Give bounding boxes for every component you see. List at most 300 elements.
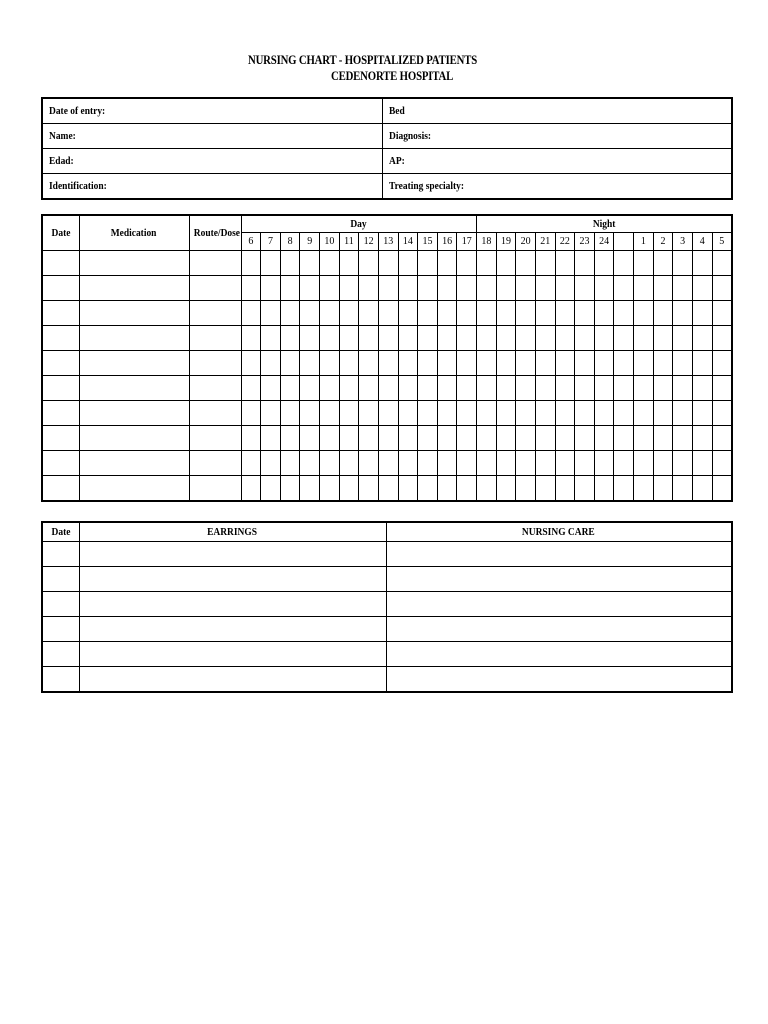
med-hour-cell[interactable] — [575, 250, 595, 275]
med-hour-cell[interactable] — [535, 350, 555, 375]
med-hour-cell[interactable] — [261, 375, 281, 400]
med-hour-cell[interactable] — [280, 300, 300, 325]
med-hour-cell[interactable] — [241, 375, 261, 400]
med-hour-cell[interactable] — [692, 400, 712, 425]
med-hour-cell[interactable] — [378, 250, 398, 275]
med-hour-cell[interactable] — [634, 250, 654, 275]
med-hour-cell[interactable] — [378, 400, 398, 425]
care-nursing-cell[interactable] — [386, 617, 732, 642]
med-hour-cell[interactable] — [673, 400, 693, 425]
care-nursing-cell[interactable] — [386, 592, 732, 617]
med-hour-cell[interactable] — [437, 475, 457, 501]
med-hour-cell[interactable] — [320, 375, 340, 400]
med-hour-cell[interactable] — [535, 450, 555, 475]
med-hour-cell[interactable] — [300, 350, 320, 375]
med-hour-cell[interactable] — [320, 350, 340, 375]
med-hour-cell[interactable] — [418, 400, 438, 425]
med-hour-cell[interactable] — [692, 450, 712, 475]
med-hour-cell[interactable] — [280, 425, 300, 450]
med-hour-cell[interactable] — [516, 450, 536, 475]
med-hour-cell[interactable] — [653, 325, 673, 350]
med-hour-cell[interactable] — [535, 250, 555, 275]
med-hour-cell[interactable] — [457, 425, 477, 450]
med-hour-cell[interactable] — [575, 350, 595, 375]
med-route-dose-cell[interactable] — [189, 375, 241, 400]
med-hour-cell[interactable] — [320, 450, 340, 475]
med-date-cell[interactable] — [42, 475, 79, 501]
med-hour-cell[interactable] — [614, 300, 634, 325]
med-hour-cell[interactable] — [535, 300, 555, 325]
med-hour-cell[interactable] — [339, 275, 359, 300]
med-hour-cell[interactable] — [437, 450, 457, 475]
med-hour-cell[interactable] — [496, 325, 516, 350]
med-hour-cell[interactable] — [241, 250, 261, 275]
edad-field[interactable] — [42, 149, 382, 174]
med-hour-cell[interactable] — [241, 475, 261, 501]
med-hour-cell[interactable] — [555, 300, 575, 325]
med-hour-cell[interactable] — [712, 375, 732, 400]
med-hour-cell[interactable] — [614, 375, 634, 400]
med-hour-cell[interactable] — [594, 400, 614, 425]
med-hour-cell[interactable] — [398, 275, 418, 300]
med-hour-cell[interactable] — [712, 400, 732, 425]
med-medication-cell[interactable] — [79, 300, 189, 325]
med-hour-cell[interactable] — [496, 400, 516, 425]
med-hour-cell[interactable] — [477, 375, 497, 400]
med-hour-cell[interactable] — [594, 325, 614, 350]
med-hour-cell[interactable] — [477, 250, 497, 275]
med-hour-cell[interactable] — [339, 475, 359, 501]
med-hour-cell[interactable] — [477, 300, 497, 325]
med-hour-cell[interactable] — [437, 300, 457, 325]
med-hour-cell[interactable] — [359, 325, 379, 350]
diagnosis-field[interactable] — [382, 124, 732, 149]
med-hour-cell[interactable] — [555, 475, 575, 501]
med-hour-cell[interactable] — [280, 250, 300, 275]
med-hour-cell[interactable] — [673, 325, 693, 350]
med-hour-cell[interactable] — [339, 425, 359, 450]
med-hour-cell[interactable] — [594, 375, 614, 400]
med-hour-cell[interactable] — [418, 475, 438, 501]
care-earrings-cell[interactable] — [79, 642, 386, 667]
med-hour-cell[interactable] — [555, 375, 575, 400]
med-hour-cell[interactable] — [634, 350, 654, 375]
med-hour-cell[interactable] — [378, 300, 398, 325]
med-hour-cell[interactable] — [457, 375, 477, 400]
med-medication-cell[interactable] — [79, 250, 189, 275]
med-hour-cell[interactable] — [634, 450, 654, 475]
med-hour-cell[interactable] — [594, 300, 614, 325]
med-hour-cell[interactable] — [437, 425, 457, 450]
med-hour-cell[interactable] — [555, 425, 575, 450]
med-hour-cell[interactable] — [673, 475, 693, 501]
med-hour-cell[interactable] — [437, 350, 457, 375]
med-hour-cell[interactable] — [575, 425, 595, 450]
med-hour-cell[interactable] — [535, 475, 555, 501]
med-hour-cell[interactable] — [575, 475, 595, 501]
med-route-dose-cell[interactable] — [189, 275, 241, 300]
med-hour-cell[interactable] — [339, 350, 359, 375]
med-hour-cell[interactable] — [516, 325, 536, 350]
med-hour-cell[interactable] — [594, 425, 614, 450]
med-hour-cell[interactable] — [280, 275, 300, 300]
med-hour-cell[interactable] — [437, 250, 457, 275]
med-hour-cell[interactable] — [418, 250, 438, 275]
med-hour-cell[interactable] — [496, 350, 516, 375]
med-hour-cell[interactable] — [516, 425, 536, 450]
med-hour-cell[interactable] — [398, 400, 418, 425]
identification-field[interactable] — [42, 174, 382, 200]
med-hour-cell[interactable] — [261, 325, 281, 350]
med-hour-cell[interactable] — [653, 425, 673, 450]
care-nursing-cell[interactable] — [386, 542, 732, 567]
med-hour-cell[interactable] — [359, 400, 379, 425]
med-hour-cell[interactable] — [673, 425, 693, 450]
med-hour-cell[interactable] — [378, 375, 398, 400]
med-hour-cell[interactable] — [320, 300, 340, 325]
med-hour-cell[interactable] — [280, 475, 300, 501]
med-hour-cell[interactable] — [378, 475, 398, 501]
med-hour-cell[interactable] — [673, 250, 693, 275]
med-hour-cell[interactable] — [418, 275, 438, 300]
med-hour-cell[interactable] — [261, 250, 281, 275]
med-hour-cell[interactable] — [241, 450, 261, 475]
med-route-dose-cell[interactable] — [189, 475, 241, 501]
med-hour-cell[interactable] — [477, 425, 497, 450]
med-hour-cell[interactable] — [300, 325, 320, 350]
med-hour-cell[interactable] — [614, 350, 634, 375]
med-medication-cell[interactable] — [79, 400, 189, 425]
care-earrings-cell[interactable] — [79, 592, 386, 617]
med-hour-cell[interactable] — [280, 350, 300, 375]
care-earrings-cell[interactable] — [79, 667, 386, 693]
med-hour-cell[interactable] — [378, 350, 398, 375]
med-hour-cell[interactable] — [594, 250, 614, 275]
med-hour-cell[interactable] — [516, 275, 536, 300]
med-hour-cell[interactable] — [712, 425, 732, 450]
med-hour-cell[interactable] — [594, 275, 614, 300]
med-hour-cell[interactable] — [653, 300, 673, 325]
med-medication-cell[interactable] — [79, 475, 189, 501]
med-hour-cell[interactable] — [653, 375, 673, 400]
med-hour-cell[interactable] — [516, 375, 536, 400]
med-hour-cell[interactable] — [378, 450, 398, 475]
med-hour-cell[interactable] — [614, 450, 634, 475]
med-medication-cell[interactable] — [79, 450, 189, 475]
med-hour-cell[interactable] — [261, 275, 281, 300]
med-hour-cell[interactable] — [418, 300, 438, 325]
med-hour-cell[interactable] — [280, 375, 300, 400]
med-hour-cell[interactable] — [320, 275, 340, 300]
med-hour-cell[interactable] — [594, 450, 614, 475]
med-hour-cell[interactable] — [712, 250, 732, 275]
med-hour-cell[interactable] — [359, 425, 379, 450]
med-hour-cell[interactable] — [673, 300, 693, 325]
med-hour-cell[interactable] — [692, 325, 712, 350]
care-earrings-cell[interactable] — [79, 567, 386, 592]
med-hour-cell[interactable] — [339, 450, 359, 475]
med-hour-cell[interactable] — [261, 450, 281, 475]
med-hour-cell[interactable] — [300, 250, 320, 275]
med-date-cell[interactable] — [42, 250, 79, 275]
med-hour-cell[interactable] — [339, 300, 359, 325]
med-hour-cell[interactable] — [555, 450, 575, 475]
med-hour-cell[interactable] — [673, 375, 693, 400]
med-hour-cell[interactable] — [359, 450, 379, 475]
med-hour-cell[interactable] — [457, 400, 477, 425]
care-earrings-cell[interactable] — [79, 617, 386, 642]
date-of-entry-field[interactable] — [42, 98, 382, 124]
care-date-cell[interactable] — [42, 642, 79, 667]
med-hour-cell[interactable] — [614, 475, 634, 501]
ap-field[interactable] — [382, 149, 732, 174]
med-hour-cell[interactable] — [320, 325, 340, 350]
med-hour-cell[interactable] — [614, 325, 634, 350]
med-hour-cell[interactable] — [692, 375, 712, 400]
med-hour-cell[interactable] — [692, 275, 712, 300]
med-hour-cell[interactable] — [614, 275, 634, 300]
med-hour-cell[interactable] — [653, 350, 673, 375]
med-hour-cell[interactable] — [594, 475, 614, 501]
med-hour-cell[interactable] — [496, 375, 516, 400]
med-date-cell[interactable] — [42, 350, 79, 375]
med-hour-cell[interactable] — [653, 250, 673, 275]
med-hour-cell[interactable] — [575, 300, 595, 325]
med-hour-cell[interactable] — [496, 300, 516, 325]
med-hour-cell[interactable] — [477, 400, 497, 425]
med-hour-cell[interactable] — [653, 275, 673, 300]
med-hour-cell[interactable] — [477, 475, 497, 501]
med-hour-cell[interactable] — [516, 350, 536, 375]
med-hour-cell[interactable] — [320, 400, 340, 425]
care-date-cell[interactable] — [42, 617, 79, 642]
med-hour-cell[interactable] — [359, 300, 379, 325]
med-hour-cell[interactable] — [712, 475, 732, 501]
med-hour-cell[interactable] — [712, 325, 732, 350]
med-hour-cell[interactable] — [300, 275, 320, 300]
med-hour-cell[interactable] — [398, 250, 418, 275]
med-hour-cell[interactable] — [320, 475, 340, 501]
med-hour-cell[interactable] — [339, 325, 359, 350]
med-hour-cell[interactable] — [398, 450, 418, 475]
med-hour-cell[interactable] — [516, 400, 536, 425]
med-date-cell[interactable] — [42, 400, 79, 425]
med-hour-cell[interactable] — [378, 275, 398, 300]
med-date-cell[interactable] — [42, 325, 79, 350]
med-hour-cell[interactable] — [575, 450, 595, 475]
med-hour-cell[interactable] — [320, 250, 340, 275]
care-nursing-cell[interactable] — [386, 642, 732, 667]
med-hour-cell[interactable] — [496, 250, 516, 275]
med-hour-cell[interactable] — [457, 300, 477, 325]
med-hour-cell[interactable] — [378, 325, 398, 350]
med-hour-cell[interactable] — [457, 250, 477, 275]
med-hour-cell[interactable] — [241, 325, 261, 350]
med-medication-cell[interactable] — [79, 350, 189, 375]
med-hour-cell[interactable] — [359, 275, 379, 300]
med-hour-cell[interactable] — [457, 350, 477, 375]
med-hour-cell[interactable] — [418, 425, 438, 450]
care-earrings-cell[interactable] — [79, 542, 386, 567]
treating-specialty-field[interactable] — [382, 174, 732, 200]
med-hour-cell[interactable] — [437, 375, 457, 400]
med-hour-cell[interactable] — [320, 425, 340, 450]
med-hour-cell[interactable] — [673, 450, 693, 475]
med-route-dose-cell[interactable] — [189, 300, 241, 325]
med-date-cell[interactable] — [42, 275, 79, 300]
med-hour-cell[interactable] — [300, 450, 320, 475]
med-date-cell[interactable] — [42, 300, 79, 325]
med-hour-cell[interactable] — [692, 350, 712, 375]
med-hour-cell[interactable] — [634, 300, 654, 325]
med-hour-cell[interactable] — [496, 450, 516, 475]
care-date-cell[interactable] — [42, 542, 79, 567]
med-hour-cell[interactable] — [457, 475, 477, 501]
med-hour-cell[interactable] — [614, 400, 634, 425]
med-hour-cell[interactable] — [673, 350, 693, 375]
med-hour-cell[interactable] — [339, 375, 359, 400]
med-hour-cell[interactable] — [378, 425, 398, 450]
med-hour-cell[interactable] — [241, 275, 261, 300]
med-hour-cell[interactable] — [496, 275, 516, 300]
med-hour-cell[interactable] — [496, 425, 516, 450]
med-hour-cell[interactable] — [555, 400, 575, 425]
care-nursing-cell[interactable] — [386, 567, 732, 592]
med-hour-cell[interactable] — [575, 400, 595, 425]
med-hour-cell[interactable] — [535, 325, 555, 350]
med-hour-cell[interactable] — [261, 300, 281, 325]
med-hour-cell[interactable] — [692, 300, 712, 325]
med-route-dose-cell[interactable] — [189, 325, 241, 350]
med-hour-cell[interactable] — [339, 250, 359, 275]
med-hour-cell[interactable] — [634, 475, 654, 501]
med-hour-cell[interactable] — [653, 475, 673, 501]
care-date-cell[interactable] — [42, 567, 79, 592]
med-hour-cell[interactable] — [241, 300, 261, 325]
care-date-cell[interactable] — [42, 667, 79, 693]
med-hour-cell[interactable] — [398, 300, 418, 325]
med-hour-cell[interactable] — [575, 375, 595, 400]
med-hour-cell[interactable] — [241, 425, 261, 450]
med-hour-cell[interactable] — [437, 275, 457, 300]
med-date-cell[interactable] — [42, 375, 79, 400]
med-hour-cell[interactable] — [300, 425, 320, 450]
med-hour-cell[interactable] — [653, 400, 673, 425]
med-hour-cell[interactable] — [261, 400, 281, 425]
med-route-dose-cell[interactable] — [189, 250, 241, 275]
med-hour-cell[interactable] — [418, 375, 438, 400]
med-hour-cell[interactable] — [359, 250, 379, 275]
med-hour-cell[interactable] — [673, 275, 693, 300]
med-route-dose-cell[interactable] — [189, 425, 241, 450]
med-route-dose-cell[interactable] — [189, 400, 241, 425]
med-hour-cell[interactable] — [614, 425, 634, 450]
med-hour-cell[interactable] — [437, 325, 457, 350]
med-hour-cell[interactable] — [300, 400, 320, 425]
med-hour-cell[interactable] — [398, 350, 418, 375]
care-date-cell[interactable] — [42, 592, 79, 617]
med-hour-cell[interactable] — [418, 325, 438, 350]
med-hour-cell[interactable] — [535, 400, 555, 425]
med-hour-cell[interactable] — [437, 400, 457, 425]
med-hour-cell[interactable] — [418, 350, 438, 375]
med-medication-cell[interactable] — [79, 425, 189, 450]
med-hour-cell[interactable] — [261, 350, 281, 375]
med-hour-cell[interactable] — [712, 275, 732, 300]
med-date-cell[interactable] — [42, 425, 79, 450]
med-hour-cell[interactable] — [477, 275, 497, 300]
med-date-cell[interactable] — [42, 450, 79, 475]
med-hour-cell[interactable] — [261, 425, 281, 450]
med-hour-cell[interactable] — [555, 250, 575, 275]
med-hour-cell[interactable] — [300, 300, 320, 325]
med-hour-cell[interactable] — [300, 475, 320, 501]
med-hour-cell[interactable] — [516, 300, 536, 325]
med-hour-cell[interactable] — [712, 350, 732, 375]
med-hour-cell[interactable] — [692, 425, 712, 450]
med-hour-cell[interactable] — [634, 275, 654, 300]
med-hour-cell[interactable] — [496, 475, 516, 501]
med-hour-cell[interactable] — [634, 375, 654, 400]
med-hour-cell[interactable] — [653, 450, 673, 475]
med-route-dose-cell[interactable] — [189, 350, 241, 375]
med-medication-cell[interactable] — [79, 325, 189, 350]
med-hour-cell[interactable] — [634, 425, 654, 450]
med-hour-cell[interactable] — [280, 450, 300, 475]
med-medication-cell[interactable] — [79, 275, 189, 300]
med-hour-cell[interactable] — [535, 275, 555, 300]
care-nursing-cell[interactable] — [386, 667, 732, 693]
med-hour-cell[interactable] — [575, 275, 595, 300]
med-hour-cell[interactable] — [535, 425, 555, 450]
med-hour-cell[interactable] — [477, 325, 497, 350]
med-hour-cell[interactable] — [712, 450, 732, 475]
med-hour-cell[interactable] — [457, 450, 477, 475]
med-hour-cell[interactable] — [477, 450, 497, 475]
name-field[interactable] — [42, 124, 382, 149]
med-route-dose-cell[interactable] — [189, 450, 241, 475]
med-hour-cell[interactable] — [634, 325, 654, 350]
med-hour-cell[interactable] — [614, 250, 634, 275]
med-hour-cell[interactable] — [555, 350, 575, 375]
med-hour-cell[interactable] — [359, 475, 379, 501]
med-hour-cell[interactable] — [692, 475, 712, 501]
med-hour-cell[interactable] — [457, 325, 477, 350]
med-hour-cell[interactable] — [398, 325, 418, 350]
med-hour-cell[interactable] — [359, 350, 379, 375]
med-hour-cell[interactable] — [712, 300, 732, 325]
med-hour-cell[interactable] — [339, 400, 359, 425]
med-hour-cell[interactable] — [398, 375, 418, 400]
med-medication-cell[interactable] — [79, 375, 189, 400]
med-hour-cell[interactable] — [594, 350, 614, 375]
med-hour-cell[interactable] — [280, 400, 300, 425]
med-hour-cell[interactable] — [280, 325, 300, 350]
med-hour-cell[interactable] — [359, 375, 379, 400]
med-hour-cell[interactable] — [634, 400, 654, 425]
med-hour-cell[interactable] — [398, 425, 418, 450]
med-hour-cell[interactable] — [241, 400, 261, 425]
med-hour-cell[interactable] — [477, 350, 497, 375]
med-hour-cell[interactable] — [457, 275, 477, 300]
med-hour-cell[interactable] — [418, 450, 438, 475]
med-hour-cell[interactable] — [555, 275, 575, 300]
med-hour-cell[interactable] — [555, 325, 575, 350]
med-hour-cell[interactable] — [398, 475, 418, 501]
med-hour-cell[interactable] — [516, 475, 536, 501]
med-hour-cell[interactable] — [516, 250, 536, 275]
med-hour-cell[interactable] — [575, 325, 595, 350]
